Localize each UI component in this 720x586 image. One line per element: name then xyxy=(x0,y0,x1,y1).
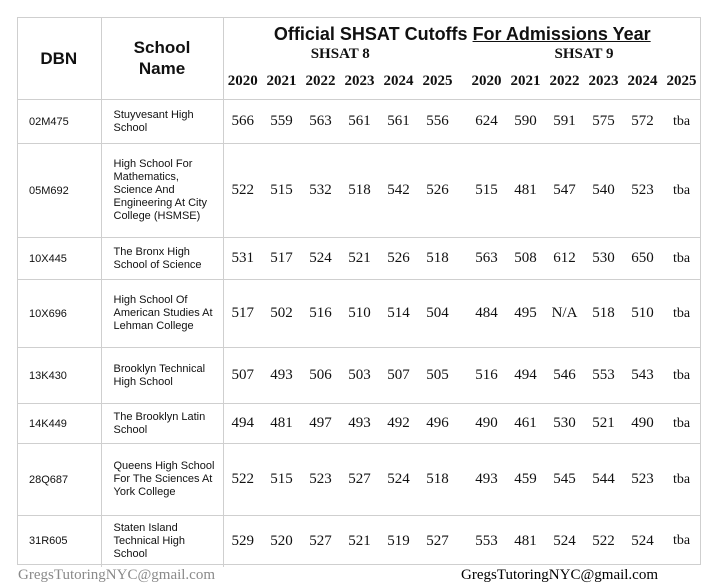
shsat8-cutoff-cell: 493 xyxy=(340,404,379,444)
shsat9-cutoff-cell: tba xyxy=(672,533,691,549)
year-label: 2022 xyxy=(301,63,340,100)
year-label: 2021 xyxy=(506,63,545,100)
shsat8-cutoff-cell: 559 xyxy=(262,100,301,144)
shsat8-cutoff-cell: 515 xyxy=(262,444,301,516)
shsat9-cutoff-cell: tba xyxy=(662,238,701,280)
shsat9-cutoff-cell: 540 xyxy=(584,144,623,238)
shsat9-cutoff-cell: 481 xyxy=(506,144,545,238)
shsat8-cutoff-cell: 503 xyxy=(340,348,379,404)
shsat9-cutoff-cell: 544 xyxy=(584,444,623,516)
shsat8-cutoff-cell: 518 xyxy=(418,444,457,516)
shsat8-cutoff-cell: 492 xyxy=(379,404,418,444)
table-row xyxy=(17,100,701,144)
table-row xyxy=(17,516,701,567)
shsat9-cutoff-cell: 518 xyxy=(584,280,623,348)
school-name-cell: Queens High School For The Sciences At York College xyxy=(101,444,223,516)
school-name-header xyxy=(101,17,223,100)
shsat8-cutoff-cell: 561 xyxy=(340,100,379,144)
shsat9-cutoff-cell: tba xyxy=(662,444,701,516)
table-row xyxy=(17,404,701,444)
dbn-header: DBN xyxy=(17,17,101,100)
shsat8-cutoff-cell: 529 xyxy=(231,532,254,549)
dbn-cell: 02M475 xyxy=(17,100,101,144)
dbn-cell: 10X696 xyxy=(17,280,101,348)
shsat9-cutoff-cell: 523 xyxy=(623,144,662,238)
shsat8-cutoff-cell: 494 xyxy=(223,404,262,444)
shsat8-cutoff-cell: 523 xyxy=(301,444,340,516)
shsat9-cutoff-cell: tba xyxy=(662,280,701,348)
year-label: 2022 xyxy=(545,63,584,100)
dbn-cell: 13K430 xyxy=(17,348,101,404)
shsat8-cutoff-cell: 527 xyxy=(426,532,449,549)
shsat8-cutoff-cell: 481 xyxy=(262,404,301,444)
school-name-cell: High School For Mathematics, Science And Engineering At City College (HSMSE) xyxy=(101,144,223,238)
shsat9-cutoff-cell: 553 xyxy=(475,532,498,549)
shsat8-cutoff-cell: 497 xyxy=(301,404,340,444)
shsat9-cutoff-cell: 522 xyxy=(592,532,615,549)
shsat8-cutoff-cell: 507 xyxy=(379,348,418,404)
shsat8-cutoff-cell: 518 xyxy=(340,144,379,238)
year-label: 2025 xyxy=(662,63,701,100)
shsat8-cutoff-cell: 518 xyxy=(418,238,457,280)
year-label: 2023 xyxy=(584,63,623,100)
year-label: 2020 xyxy=(223,63,262,100)
shsat8-cutoff-cell: 506 xyxy=(301,348,340,404)
shsat8-cutoff-cell: 510 xyxy=(340,280,379,348)
shsat9-cutoff-cell: 461 xyxy=(506,404,545,444)
school-name-cell: Staten Island Technical High School xyxy=(101,516,223,567)
shsat9-cutoff-cell: 521 xyxy=(584,404,623,444)
shsat9-cutoff-cell: 490 xyxy=(623,404,662,444)
shsat9-cutoff-cell: 624 xyxy=(467,100,506,144)
shsat8-cutoff-cell: 521 xyxy=(340,238,379,280)
shsat8-cutoff-cell: 556 xyxy=(418,100,457,144)
dbn-cell: 14K449 xyxy=(17,404,101,444)
school-name-header-line2: Name xyxy=(138,59,186,78)
shsat8-cutoff-cell: 522 xyxy=(223,144,262,238)
shsat9-cutoff-cell: 572 xyxy=(623,100,662,144)
year-label: 2025 xyxy=(418,63,457,100)
table-title-underlined: For Admissions Year xyxy=(472,23,651,44)
shsat8-cutoff-cell: 496 xyxy=(418,404,457,444)
school-name-cell: The Brooklyn Latin School xyxy=(101,404,223,444)
shsat8-cutoff-cell: 517 xyxy=(262,238,301,280)
table-row xyxy=(17,444,701,516)
shsat8-cutoff-cell: 524 xyxy=(301,238,340,280)
school-name-cell: High School Of American Studies At Lehman College xyxy=(101,280,223,348)
shsat9-cutoff-cell: 530 xyxy=(545,404,584,444)
shsat8-cutoff-cell: 532 xyxy=(301,144,340,238)
shsat9-cutoff-cell: 510 xyxy=(623,280,662,348)
shsat8-cutoff-cell: 521 xyxy=(348,532,371,549)
table-row xyxy=(17,144,701,238)
shsat8-cutoff-cell: 531 xyxy=(223,238,262,280)
shsat8-cutoff-cell: 507 xyxy=(223,348,262,404)
shsat9-cutoff-cell: 563 xyxy=(467,238,506,280)
dbn-cell: 31R605 xyxy=(17,516,101,567)
shsat9-cutoff-cell: 481 xyxy=(514,532,537,549)
shsat9-cutoff-cell: tba xyxy=(662,404,701,444)
shsat8-cutoff-cell: 515 xyxy=(262,144,301,238)
dbn-cell: 28Q687 xyxy=(17,444,101,516)
dbn-cell: 05M692 xyxy=(17,144,101,238)
shsat9-cutoff-cell: 553 xyxy=(584,348,623,404)
footer-email-left: GregsTutoringNYC@gmail.com xyxy=(18,567,216,583)
shsat8-cutoff-cell: 542 xyxy=(379,144,418,238)
footer-email-right: GregsTutoringNYC@gmail.com xyxy=(461,567,659,583)
shsat8-cutoff-cell: 517 xyxy=(223,280,262,348)
shsat8-cutoff-cell: 519 xyxy=(387,532,410,549)
shsat9-cutoff-cell: 543 xyxy=(623,348,662,404)
shsat9-cutoff-cell: 524 xyxy=(631,532,654,549)
school-name-header-line1: School xyxy=(133,38,191,57)
shsat8-cutoff-cell: 516 xyxy=(301,280,340,348)
shsat9-cutoff-cell: 508 xyxy=(506,238,545,280)
shsat8-cutoff-cell: 514 xyxy=(379,280,418,348)
school-name-cell: Brooklyn Technical High School xyxy=(101,348,223,404)
shsat8-cutoff-cell: 527 xyxy=(309,532,332,549)
shsat9-cutoff-cell: 612 xyxy=(545,238,584,280)
table-row xyxy=(17,280,701,348)
shsat9-cutoff-cell: 494 xyxy=(506,348,545,404)
shsat8-cutoff-cell: 561 xyxy=(379,100,418,144)
shsat9-cutoff-cell: 547 xyxy=(545,144,584,238)
table-row xyxy=(17,238,701,280)
table-title-prefix: Official SHSAT Cutoffs xyxy=(273,23,473,44)
table-row xyxy=(17,348,701,404)
dbn-cell: 10X445 xyxy=(17,238,101,280)
shsat9-cutoff-cell: 591 xyxy=(545,100,584,144)
shsat9-cutoff-cell: 523 xyxy=(623,444,662,516)
shsat8-cutoff-cell: 527 xyxy=(340,444,379,516)
shsat8-cutoff-cell: 526 xyxy=(379,238,418,280)
year-label: 2021 xyxy=(262,63,301,100)
school-name-cell: Stuyvesant High School xyxy=(101,100,223,144)
school-name-cell: The Bronx High School of Science xyxy=(101,238,223,280)
shsat9-cutoff-cell: 493 xyxy=(467,444,506,516)
shsat9-cutoff-cell: 490 xyxy=(467,404,506,444)
shsat9-cutoff-cell: tba xyxy=(662,100,701,144)
shsat8-cutoff-cell: 526 xyxy=(418,144,457,238)
shsat9-cutoff-cell: 546 xyxy=(545,348,584,404)
shsat8-cutoff-cell: 520 xyxy=(270,532,293,549)
shsat8-cutoff-cell: 493 xyxy=(262,348,301,404)
shsat9-cutoff-cell: 515 xyxy=(467,144,506,238)
shsat9-cutoff-cell: 524 xyxy=(553,532,576,549)
shsat8-cutoff-cell: 566 xyxy=(223,100,262,144)
shsat9-cutoff-cell: tba xyxy=(662,348,701,404)
shsat9-cutoff-cell: 495 xyxy=(506,280,545,348)
shsat9-cutoff-cell: 545 xyxy=(545,444,584,516)
shsat9-cutoff-cell: 650 xyxy=(623,238,662,280)
shsat9-cutoff-cell: 575 xyxy=(584,100,623,144)
shsat8-cutoff-cell: 522 xyxy=(223,444,262,516)
year-label: 2024 xyxy=(379,63,418,100)
shsat9-group-label: SHSAT 9 xyxy=(554,45,614,62)
year-label: 2023 xyxy=(340,63,379,100)
shsat9-cutoff-cell: N/A xyxy=(545,280,584,348)
shsat8-cutoff-cell: 563 xyxy=(301,100,340,144)
shsat8-group-label: SHSAT 8 xyxy=(310,45,370,62)
shsat9-cutoff-cell: 590 xyxy=(506,100,545,144)
shsat9-cutoff-cell: tba xyxy=(662,144,701,238)
shsat8-cutoff-cell: 524 xyxy=(379,444,418,516)
year-label: 2024 xyxy=(623,63,662,100)
shsat8-cutoff-cell: 504 xyxy=(418,280,457,348)
year-label: 2020 xyxy=(467,63,506,100)
shsat9-cutoff-cell: 484 xyxy=(467,280,506,348)
shsat9-cutoff-cell: 530 xyxy=(584,238,623,280)
shsat8-cutoff-cell: 502 xyxy=(262,280,301,348)
shsat9-cutoff-cell: 516 xyxy=(467,348,506,404)
table-title xyxy=(223,17,701,45)
shsat-cutoffs-table xyxy=(17,17,701,567)
shsat8-cutoff-cell: 505 xyxy=(418,348,457,404)
shsat9-cutoff-cell: 459 xyxy=(506,444,545,516)
